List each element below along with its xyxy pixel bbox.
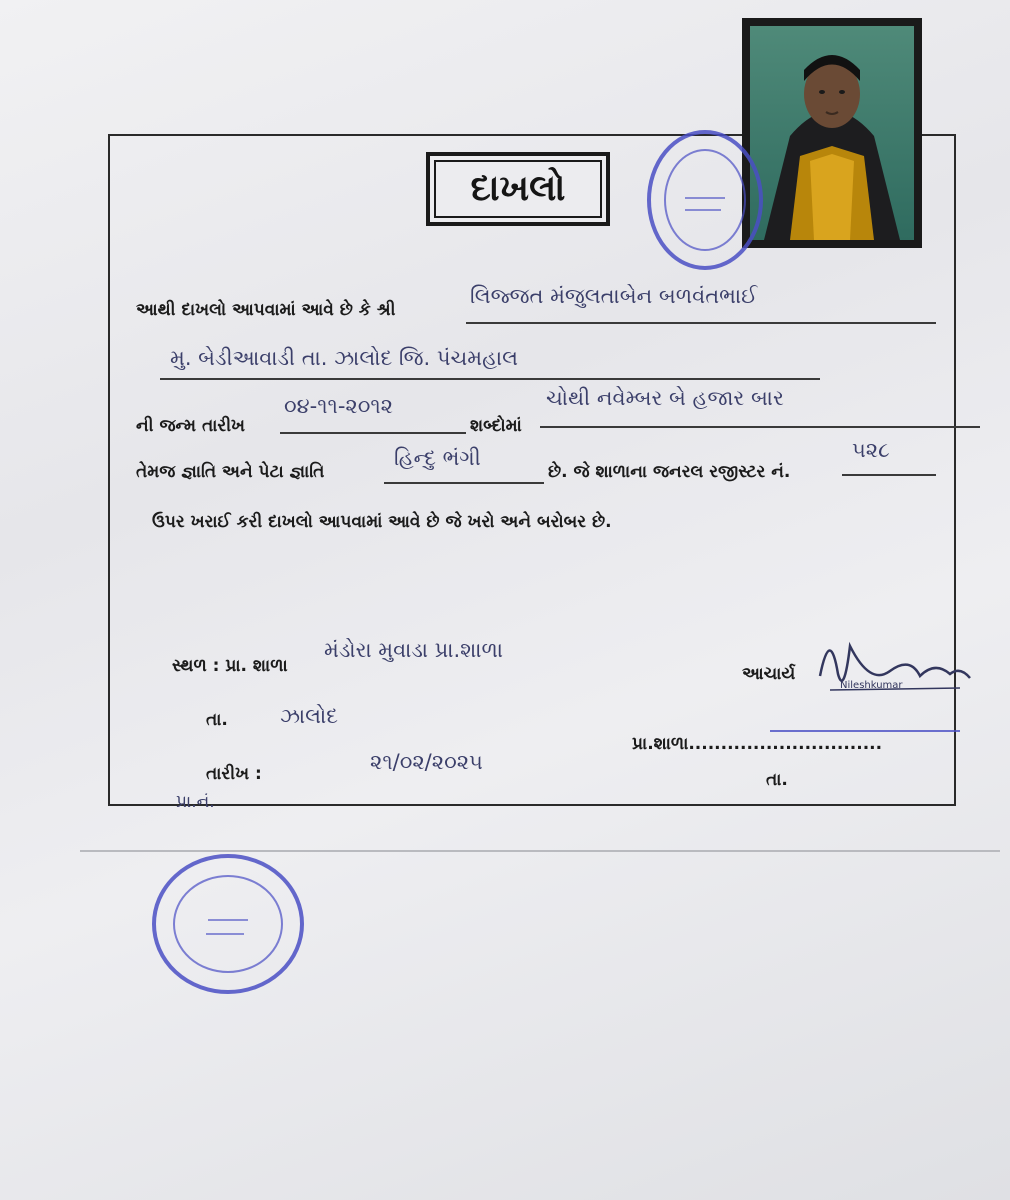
principal-label: આચાર્ય xyxy=(742,664,796,684)
caste-underline xyxy=(384,482,544,484)
register-no-underline xyxy=(842,474,936,476)
dob-words-underline xyxy=(540,426,980,428)
line2-underline xyxy=(160,378,820,380)
line1-underline xyxy=(466,322,936,324)
certificate-title: દાખલો xyxy=(434,160,602,218)
dob-underline xyxy=(280,432,466,434)
top-school-stamp xyxy=(645,128,775,278)
pra-no-label: પ્રા.નં. xyxy=(176,792,215,812)
line3-prefix: ની જન્મ તારીખ xyxy=(136,416,246,436)
place-value: મંડોરા મુવાડા પ્રા.શાળા xyxy=(324,638,503,662)
issue-date-label: તારીખ : xyxy=(206,764,262,784)
date-of-birth-words: ચોથી નવેમ્બર બે હજાર બાર xyxy=(546,386,784,410)
line1-prefix: આથી દાખલો આપવામાં આવે છે કે શ્રી xyxy=(136,300,396,320)
caste-value: હિન્દુ ભંગી xyxy=(394,446,481,470)
principal-signature xyxy=(810,616,980,706)
taluka-label: તા. xyxy=(206,710,228,730)
bottom-school-stamp xyxy=(148,850,308,1000)
date-of-birth: ૦૪-૧૧-૨૦૧૨ xyxy=(284,394,393,418)
line5-text: ઉપર ખરાઈ કરી દાખલો આપવામાં આવે છે જે ખરો અને બરોબર છે. xyxy=(152,512,612,532)
register-number: ૫૨૮ xyxy=(852,438,890,462)
school-right-label: પ્રા.શાળા.............................. xyxy=(632,734,883,754)
place-label: સ્થળ : પ્રા. શાળા xyxy=(172,656,288,676)
certificate-title-box xyxy=(426,152,610,226)
principal-seal-strip xyxy=(770,712,960,732)
line4-prefix: તેમજ જ્ઞાતિ અને પેટા જ્ઞાતિ xyxy=(136,462,325,482)
school-right-ta: તા. xyxy=(766,770,788,790)
signature-name: Nileshkumar xyxy=(840,680,903,691)
taluka-value: ઝાલોદ xyxy=(280,704,339,728)
line4-mid: છે. જે શાળાના જનરલ રજીસ્ટર નં. xyxy=(548,462,791,482)
issue-date-value: ૨૧/૦૨/૨૦૨૫ xyxy=(370,750,483,774)
line3-mid: શબ્દોમાં xyxy=(470,416,522,436)
student-address: મુ. બેડીઆવાડી તા. ઝાલોદ જિ. પંચમહાલ xyxy=(170,346,519,370)
student-name: લિજ્જત મંજુલતાબેન બળવંતભાઈ xyxy=(470,284,758,308)
